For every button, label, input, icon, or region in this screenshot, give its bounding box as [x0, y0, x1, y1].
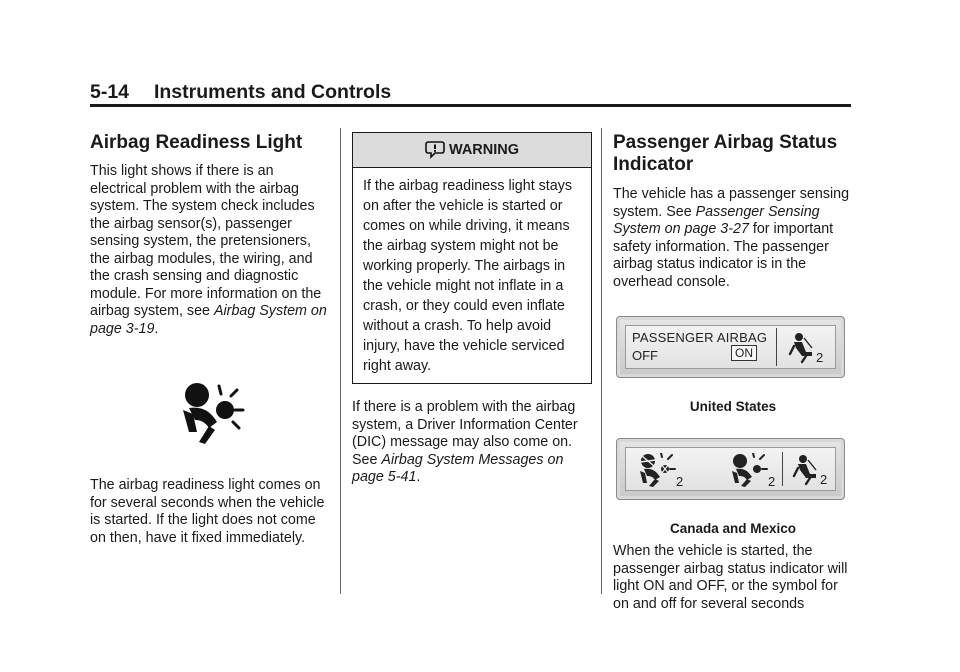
- passenger-airbag-heading: Passenger Airbag Status Indicator: [613, 132, 838, 175]
- caption-united-states: United States: [689, 399, 777, 414]
- occupant-airbag-symbol-icon: [786, 332, 830, 364]
- passenger-airbag-paragraph-1: [613, 186, 853, 291]
- passenger-airbag-label: PASSENGER AIRBAG: [632, 330, 768, 345]
- airbag-readiness-paragraph-2: The airbag readiness light comes on for several seconds when the vehicle is started. If the light does not come on then, have it fixed immediately.: [90, 477, 325, 546]
- pa-para1-a: The vehicle has a passenger sensing system. See: [613, 186, 850, 220]
- column-3: [613, 132, 853, 613]
- dic-message-paragraph: [352, 399, 592, 487]
- column-2: [352, 132, 592, 487]
- airbag-off-icon: [634, 453, 688, 487]
- warning-body: If the airbag readiness light stays on after the vehicle is started or comes on while driving, it means the airbag system might not be working properly. The airbags in the vehicle might not inflate in a crash, or they could even inflate without a crash. To help avoid injury, have the vehicle serviced right away.: [363, 178, 573, 374]
- seat-number-2: 2: [676, 474, 684, 487]
- occupant-seat-icon: [790, 454, 834, 486]
- panel-divider-2: [782, 452, 783, 486]
- airbag-messages-link[interactable]: Airbag System Messages on page 5-41: [352, 451, 564, 485]
- header-rule: [90, 104, 851, 107]
- caption-canada-mexico: Canada and Mexico: [669, 521, 797, 536]
- warning-icon: [425, 141, 445, 159]
- column-divider-2: [601, 128, 602, 594]
- pa-para1-b: for important safety information. The passenger airbag status indicator is in the overhead console.: [613, 221, 834, 290]
- para1-end: .: [154, 320, 159, 337]
- para1-text: This light shows if there is an electrical problem with the airbag system. The system check includes the airbag sensor(s), passenger sensing system, the pretensioners, the airbag modules, the wiring, and the crash sensing and diagnostic module. For more information on the airbag system, see: [90, 163, 322, 319]
- airbag-readiness-icon: [175, 382, 245, 444]
- column-1: [90, 132, 330, 547]
- dic-para-text: If there is a problem with the airbag system, a Driver Information Center (DIC) message may also come on. See: [352, 399, 578, 468]
- airbag-readiness-heading: Airbag Readiness Light: [90, 132, 303, 153]
- panel-divider: [776, 328, 777, 366]
- us-indicator-panel: [616, 316, 845, 378]
- seat-number-3: 2: [768, 474, 776, 487]
- seat-number-1: 2: [816, 350, 824, 364]
- column-divider-1: [340, 128, 341, 594]
- passenger-sensing-link[interactable]: Passenger Sensing System on page 3-27: [613, 203, 820, 237]
- airbag-system-link[interactable]: Airbag System on page 3-19: [90, 303, 327, 337]
- dic-para-end: .: [416, 469, 421, 485]
- warning-header: [353, 133, 591, 168]
- seat-number-4: 2: [820, 472, 828, 486]
- off-label: OFF: [632, 348, 658, 363]
- airbag-readiness-paragraph-1: [90, 163, 330, 338]
- page-header: 5-14 Instruments and Controls: [90, 81, 392, 103]
- warning-box: [352, 132, 592, 384]
- passenger-airbag-paragraph-2: When the vehicle is started, the passenger airbag status indicator will light ON and OFF, or the symbol for on and off for several seconds: [613, 543, 848, 612]
- airbag-on-icon: [726, 453, 780, 487]
- on-label: ON: [731, 345, 757, 361]
- warning-title: WARNING: [448, 142, 520, 158]
- canada-mexico-indicator-panel: [616, 438, 845, 500]
